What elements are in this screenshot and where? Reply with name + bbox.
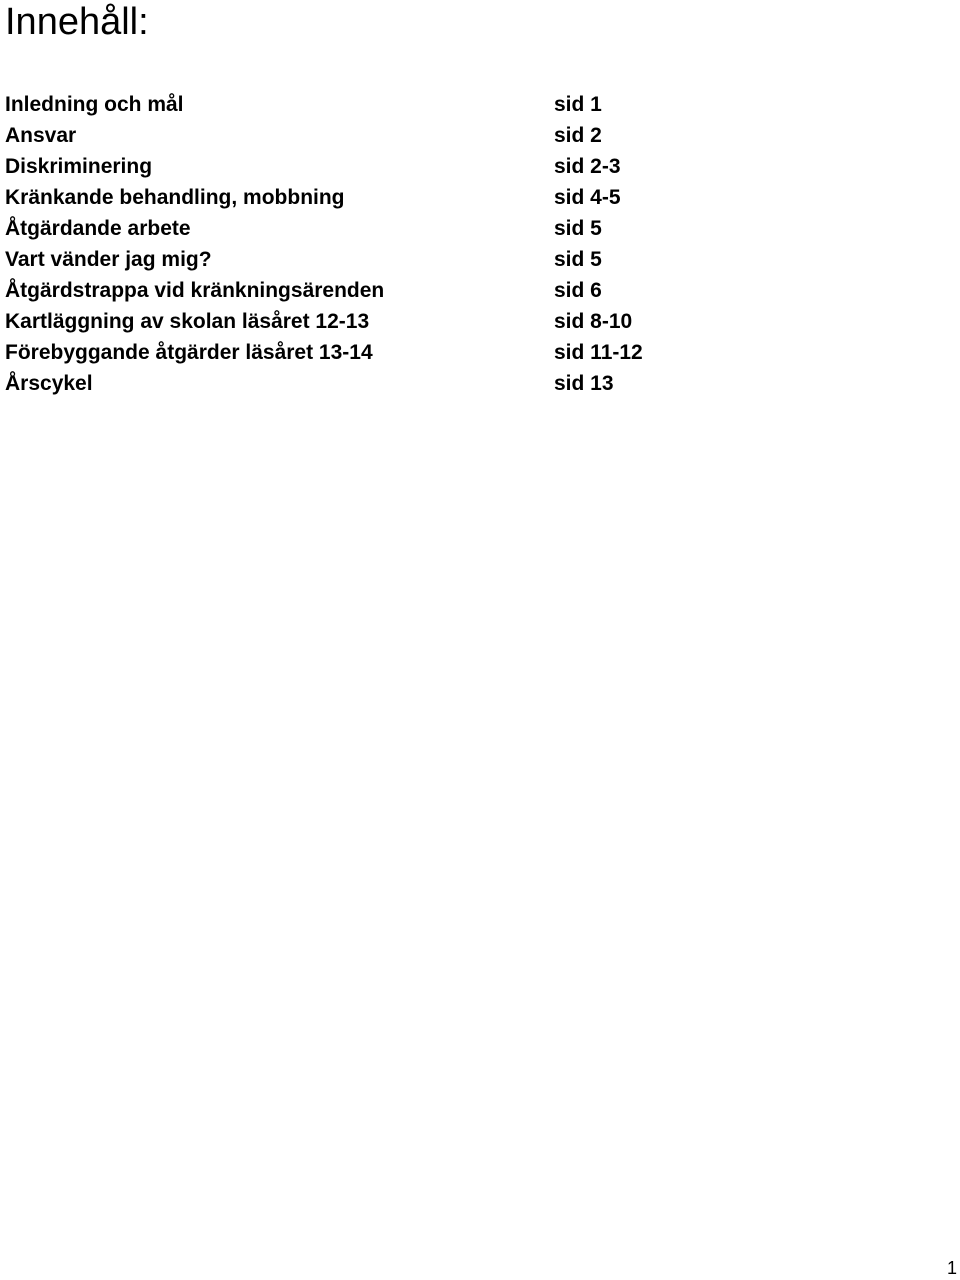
page-number: 1: [946, 1258, 957, 1278]
toc-entry-page: sid 2: [554, 124, 602, 147]
toc-entry-page: sid 13: [554, 372, 614, 395]
toc-row: [5, 306, 705, 337]
page-title: Innehåll:: [5, 1, 149, 43]
toc-entry-page: sid 2-3: [554, 155, 621, 178]
toc-entry-label: Diskriminering: [5, 155, 153, 178]
toc-row: [5, 89, 705, 120]
toc-entry-label: Åtgärdande arbete: [5, 217, 191, 240]
toc-entry-page: sid 5: [554, 217, 602, 240]
toc-entry-page: sid 11-12: [554, 341, 643, 364]
toc-row: [5, 151, 705, 182]
toc-entry-page: sid 8-10: [554, 310, 633, 333]
toc-row: [5, 120, 705, 151]
toc-entry-label: Kartläggning av skolan läsåret 12-13: [5, 310, 370, 333]
toc-entry-page: sid 1: [554, 93, 602, 116]
table-of-contents: [5, 89, 705, 399]
toc-entry-label: Inledning och mål: [5, 93, 184, 116]
toc-row: [5, 244, 705, 275]
toc-entry-label: Ansvar: [5, 124, 77, 147]
toc-row: [5, 368, 705, 399]
toc-entry-page: sid 5: [554, 248, 602, 271]
toc-row: [5, 182, 705, 213]
toc-entry-page: sid 6: [554, 279, 602, 302]
toc-row: [5, 275, 705, 306]
toc-entry-label: Förebyggande åtgärder läsåret 13-14: [5, 341, 373, 364]
toc-entry-label: Årscykel: [5, 372, 93, 395]
toc-row: [5, 337, 705, 368]
toc-entry-page: sid 4-5: [554, 186, 621, 209]
toc-entry-label: Åtgärdstrappa vid kränkningsärenden: [5, 279, 385, 302]
toc-entry-label: Kränkande behandling, mobbning: [5, 186, 345, 209]
toc-row: [5, 213, 705, 244]
toc-entry-label: Vart vänder jag mig?: [5, 248, 212, 271]
